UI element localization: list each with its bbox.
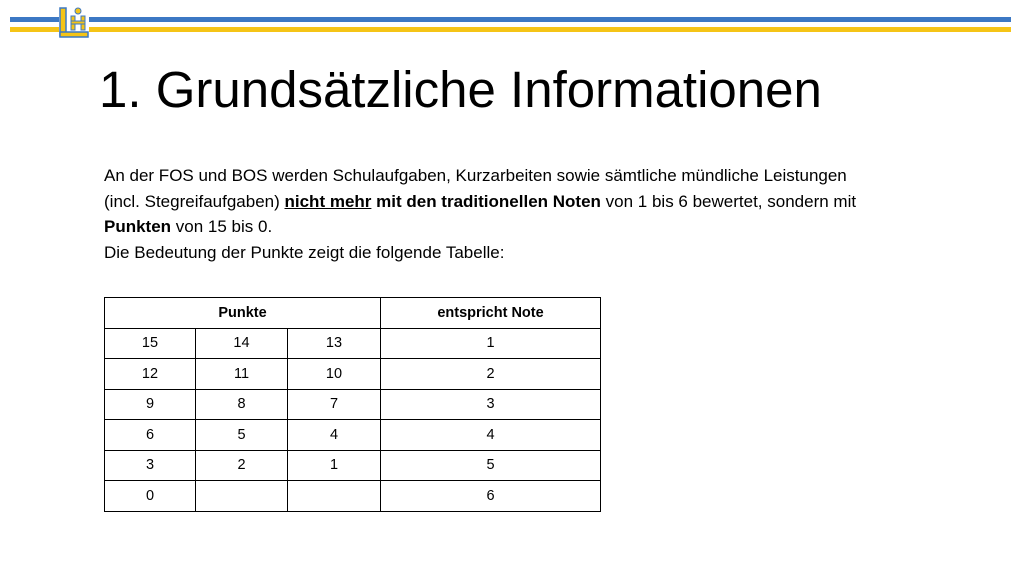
table-row — [105, 481, 601, 512]
table-row — [105, 359, 601, 390]
points-grade-table — [104, 297, 601, 512]
table-cell: 12 — [105, 359, 196, 390]
text-segment: An der FOS und BOS werden Schulaufgaben, Kurzarbeiten sowie sämtliche mündliche Leistungen (incl. Stegreifaufgaben) — [104, 166, 847, 211]
table-cell: 1 — [288, 450, 381, 481]
lh-school-logo-icon — [57, 4, 91, 40]
table-cell: 7 — [288, 389, 381, 420]
header-stripe-yellow-left — [10, 27, 59, 32]
table-cell: 5 — [381, 450, 601, 481]
table-cell — [196, 481, 288, 512]
table-cell: 15 — [105, 328, 196, 359]
table-row — [105, 389, 601, 420]
emphasis-nicht-mehr: nicht mehr — [284, 191, 372, 211]
table-cell: 5 — [196, 420, 288, 451]
table-row — [105, 450, 601, 481]
table-cell: 13 — [288, 328, 381, 359]
table-cell: 4 — [288, 420, 381, 451]
table-intro-line: Die Bedeutung der Punkte zeigt die folgende Tabelle: — [104, 242, 505, 262]
table-cell: 11 — [196, 359, 288, 390]
emphasis-traditionelle-noten: mit den traditionellen Noten — [376, 191, 601, 211]
table-cell: 6 — [381, 481, 601, 512]
header-points: Punkte — [105, 298, 381, 329]
header-grade: entspricht Note — [381, 298, 601, 329]
slide-title: 1. Grundsätzliche Informationen — [99, 61, 822, 118]
table-cell: 1 — [381, 328, 601, 359]
table-cell: 0 — [105, 481, 196, 512]
header-stripe-yellow-right — [89, 27, 1011, 32]
table-cell: 6 — [105, 420, 196, 451]
table-cell: 8 — [196, 389, 288, 420]
text-segment: von 15 bis 0. — [171, 217, 273, 236]
table-cell: 3 — [105, 450, 196, 481]
table-cell: 2 — [196, 450, 288, 481]
table-header-row — [105, 298, 601, 329]
table-cell: 3 — [381, 389, 601, 420]
table-cell: 4 — [381, 420, 601, 451]
intro-paragraph — [104, 163, 884, 240]
table-row — [105, 420, 601, 451]
intro-text — [104, 163, 884, 265]
table-row — [105, 328, 601, 359]
text-segment: von 1 bis 6 bewertet, sondern mit — [600, 191, 857, 211]
table-cell: 2 — [381, 359, 601, 390]
header-stripe-blue-right — [89, 17, 1011, 22]
table-cell — [288, 481, 381, 512]
table-cell: 9 — [105, 389, 196, 420]
emphasis-punkten: Punkten — [104, 217, 172, 236]
table-cell: 14 — [196, 328, 288, 359]
header-stripe-blue-left — [10, 17, 59, 22]
table-cell: 10 — [288, 359, 381, 390]
